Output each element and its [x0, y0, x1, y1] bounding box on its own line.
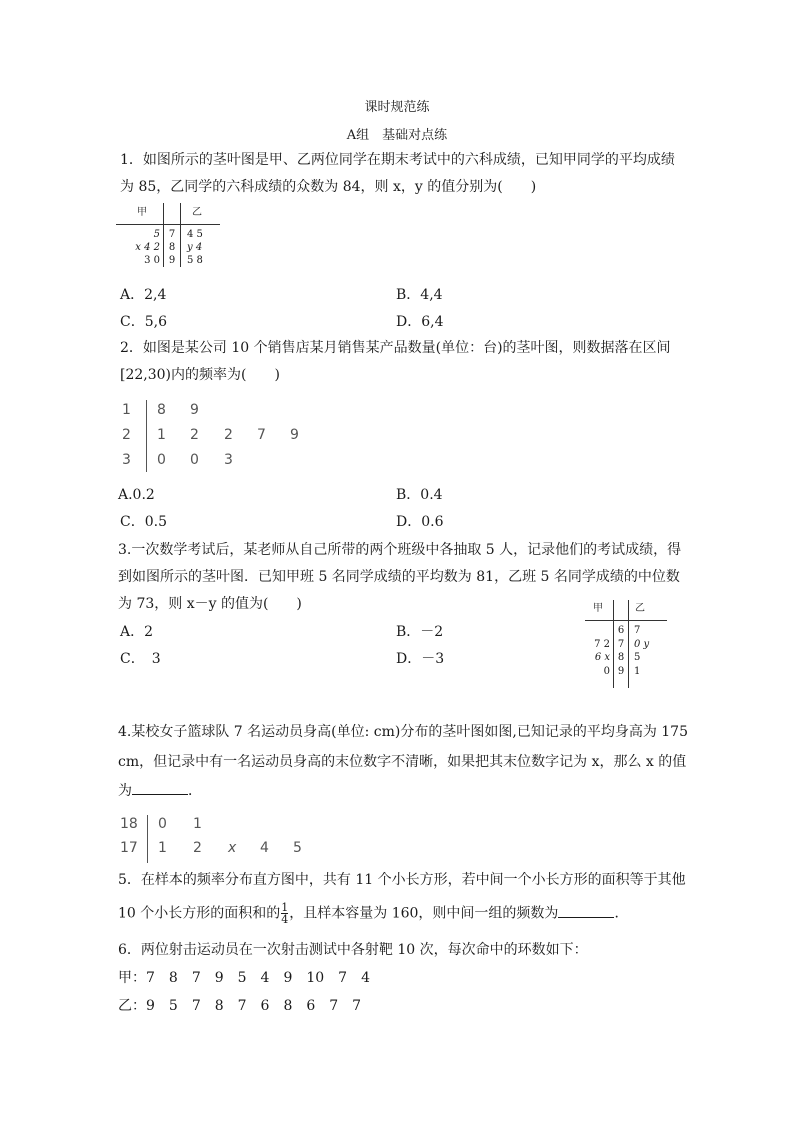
q4-line1: 4.某校女子篮球队 7 名运动员身高(单位: cm)分布的茎叶图如图,已知记录的平均身高为 175 — [118, 724, 688, 740]
q1-option-c[interactable]: C．5,6 — [120, 314, 167, 330]
group-heading: A组 基础对点练 — [346, 128, 448, 143]
q3-right-leaves: 1 — [634, 666, 641, 677]
q5-line2 — [118, 902, 628, 925]
q3-option-a[interactable]: A．2 — [120, 624, 154, 640]
q1-header-rule — [116, 224, 220, 225]
q3-stem: 6 — [617, 625, 625, 636]
q5-line2-suffix: ，且样本容量为 160，则中间一组的频数为 — [289, 905, 559, 922]
q2-option-a[interactable]: A.0.2 — [118, 487, 155, 503]
q2-leaf: 0 — [157, 452, 166, 468]
q2-line2: [22,30)内的频率为( ) — [120, 367, 280, 383]
q2-leaf: 2 — [224, 427, 233, 443]
q2-leaf: 8 — [157, 402, 166, 418]
q3-right-leaves: 0 y — [634, 639, 650, 650]
q3-right-header: 乙 — [635, 603, 645, 614]
q4-line3-suffix: ． — [188, 783, 202, 799]
q5-line2-end: ． — [614, 905, 629, 922]
q4-line3-prefix: 为 — [118, 783, 132, 799]
q1-stem: 7 — [168, 229, 176, 240]
q1-option-d[interactable]: D．6,4 — [396, 314, 444, 330]
q4-stem: 18 — [120, 816, 138, 832]
q1-right-header: 乙 — [192, 207, 202, 218]
q1-line1: 1．如图所示的茎叶图是甲、乙两位同学在期末考试中的六科成绩，已知甲同学的平均成绩 — [120, 152, 675, 168]
q5-frac-den: 4 — [281, 913, 289, 926]
q1-option-a[interactable]: A．2,4 — [120, 287, 167, 303]
q2-line1: 2．如图是某公司 10 个销售店某月销售某产品数量(单位：台)的茎叶图，则数据落在区间 — [120, 340, 671, 356]
q4-line2: cm，但记录中有一名运动员身高的末位数字不清晰，如果把其末位数字记为 x，那么 x 的值 — [118, 754, 687, 770]
q2-stem: 1 — [122, 402, 131, 418]
q3-option-d[interactable]: D．－3 — [396, 651, 445, 667]
q3-right-leaves: 5 — [634, 652, 641, 663]
q4-leaf: 2 — [193, 840, 202, 856]
q2-leaf: 0 — [190, 452, 199, 468]
q6-jia-scores: 甲：7 8 7 9 5 4 9 10 7 4 — [118, 970, 370, 986]
q3-line2: 到如图所示的茎叶图．已知甲班 5 名同学成绩的平均数为 81，乙班 5 名同学成绩的中位数 — [118, 569, 680, 585]
q1-stem: 8 — [168, 242, 176, 253]
q4-leaf: 5 — [293, 840, 302, 856]
q1-right-leaves: 5 8 — [187, 255, 203, 266]
q1-left-leaves: x 4 2 — [135, 242, 160, 253]
q1-stem-rule-left — [163, 203, 164, 267]
q1-left-leaves: 5 — [153, 229, 160, 240]
q3-option-b[interactable]: B．－2 — [396, 624, 444, 640]
q3-stem: 7 — [617, 639, 625, 650]
q1-stem-rule-right — [180, 203, 181, 267]
q2-option-c[interactable]: C．0.5 — [120, 514, 167, 530]
q1-stem: 9 — [168, 255, 176, 266]
q2-stem-rule — [146, 400, 147, 472]
q5-line1: 5．在样本的频率分布直方图中，共有 11 个小长方形，若中间一个小长方形的面积等于其他 — [118, 872, 686, 888]
q3-left-header: 甲 — [593, 603, 603, 614]
q2-leaf: 1 — [157, 427, 166, 443]
q2-stem: 3 — [122, 452, 131, 468]
q4-leaf: 4 — [260, 840, 269, 856]
q3-stem: 9 — [617, 666, 625, 677]
q2-stem: 2 — [122, 427, 131, 443]
q4-leaf: 1 — [158, 840, 167, 856]
q4-line3 — [118, 780, 202, 801]
q3-line1: 3.一次数学考试后，某老师从自己所带的两个班级中各抽取 5 人，记录他们的考试成绩，得 — [118, 542, 682, 558]
q6-line1: 6．两位射击运动员在一次射击测试中各射靶 10 次，每次命中的环数如下： — [118, 942, 588, 958]
q3-stem-rule-left — [613, 600, 614, 688]
q3-stem-rule-right — [628, 600, 629, 688]
q4-leaf: 1 — [193, 816, 202, 832]
q2-option-d[interactable]: D．0.6 — [396, 514, 444, 530]
q4-leaf: 0 — [158, 816, 167, 832]
q4-leaf: x — [228, 840, 237, 856]
q2-option-b[interactable]: B．0.4 — [396, 487, 443, 503]
q5-line2-prefix: 10 个小长方形的面积和的 — [118, 905, 281, 922]
q1-left-header: 甲 — [137, 207, 147, 218]
q2-leaf: 9 — [290, 427, 299, 443]
q3-option-c[interactable]: C． 3 — [120, 651, 161, 667]
q3-line3: 为 73，则 x－y 的值为( ) — [118, 596, 302, 612]
q4-answer-blank[interactable] — [132, 780, 188, 795]
q3-header-rule — [585, 620, 667, 621]
q5-fraction — [281, 902, 288, 925]
q1-option-b[interactable]: B．4,4 — [396, 287, 443, 303]
q3-right-leaves: 7 — [634, 625, 641, 636]
q3-left-leaves: 6 x — [594, 652, 610, 663]
q3-left-leaves: 0 — [603, 666, 610, 677]
q1-line2: 为 85，乙同学的六科成绩的众数为 84，则 x，y 的值分别为( ) — [120, 179, 537, 195]
q4-stem-rule — [147, 815, 148, 863]
q4-stem: 17 — [120, 840, 138, 856]
q2-leaf: 9 — [190, 402, 199, 418]
q1-left-leaves: 3 0 — [144, 255, 160, 266]
q3-stem: 8 — [617, 652, 625, 663]
q2-leaf: 7 — [257, 427, 266, 443]
page-title: 课时规范练 — [364, 100, 430, 115]
q1-right-leaves: 4 5 — [187, 229, 203, 240]
q6-yi-scores: 乙：9 5 7 8 7 6 8 6 7 7 — [118, 998, 362, 1014]
q5-answer-blank[interactable] — [558, 903, 614, 918]
q2-leaf: 3 — [224, 452, 233, 468]
q3-left-leaves: 7 2 — [594, 639, 610, 650]
q1-right-leaves: y 4 — [187, 242, 203, 253]
q5-frac-num: 1 — [281, 901, 289, 914]
q2-leaf: 2 — [190, 427, 199, 443]
